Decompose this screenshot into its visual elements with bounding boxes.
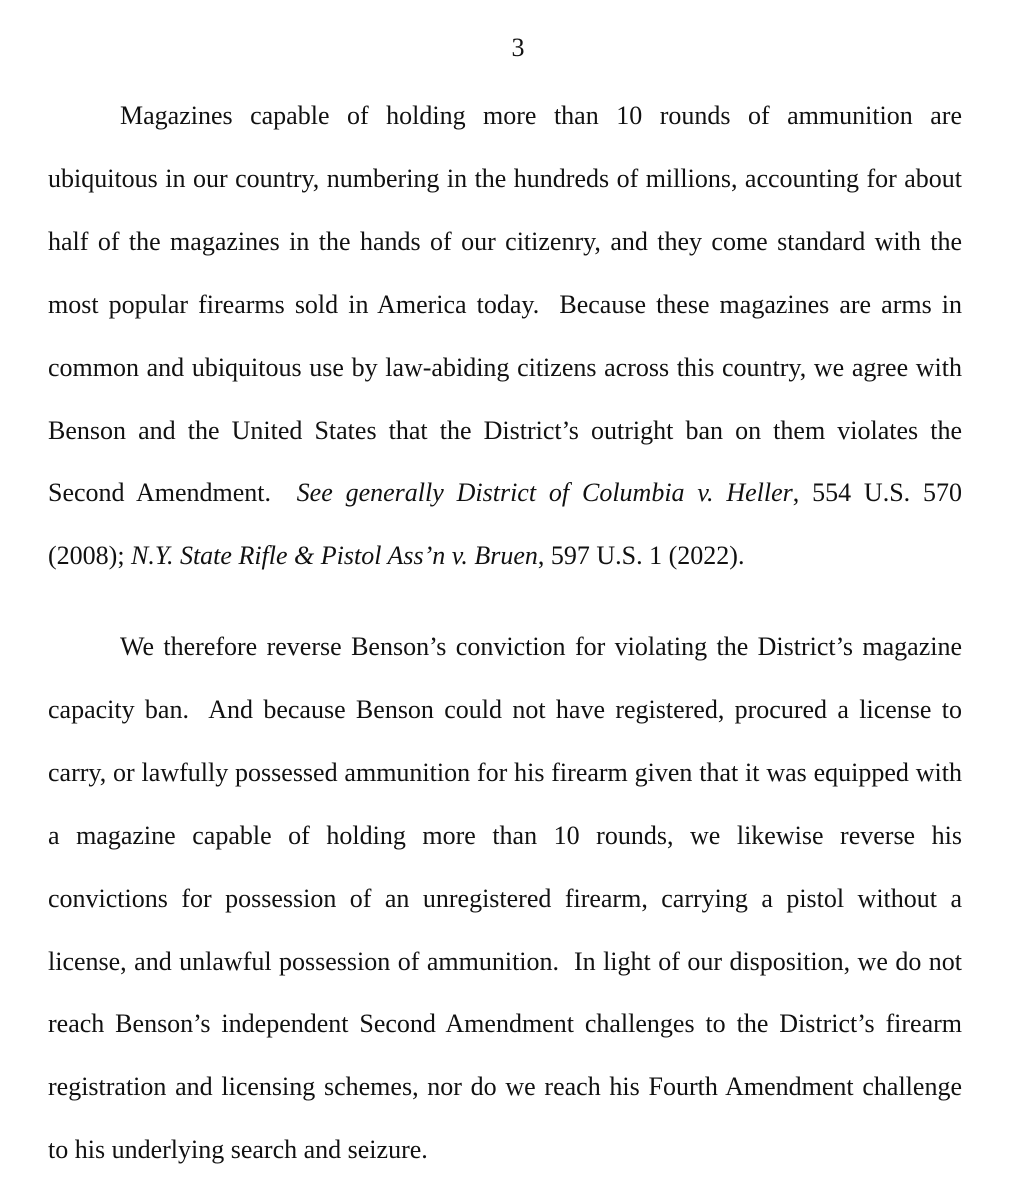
paragraph-disposition-sentence-3: In light of our disposition, we do not reach Benson’s independent Second Amendment challenges to the District’s firearm registration and licensing schemes, nor do we reach his Fourth Amendment challenge to his underlying search and seizure.: [48, 946, 963, 1165]
case-citation-bruen: , 597 U.S. 1 (2022).: [537, 541, 745, 571]
case-name-heller: District of Columbia v. Heller: [456, 478, 793, 508]
case-citation-heller: , 554 U.S. 570 (2008);: [48, 478, 963, 571]
page-number: 3: [511, 33, 525, 62]
paragraph-disposition: [48, 616, 962, 1182]
paragraph-holding-sentence-1: Magazines capable of holding more than 10 rounds of ammunition are ubiquitous in our country, numbering in the hundreds of millions, accounting for about half of the magazines in the hands of our citizenry, and they come standard with the most popular firearms sold in America today.: [48, 101, 962, 319]
case-name-bruen: N.Y. State Rifle & Pistol Ass’n v. Bruen: [131, 541, 538, 571]
paragraph-disposition-sentence-2: And because Benson could not have registered, procured a license to carry, or lawfully possessed ammunition for his firearm given that it was equipped with a magazine capable of holding more than 10 rounds, we likewise reverse his convictions for possession of an unregistered firearm, carrying a pistol without a license, and unlawful possession of ammunition.: [48, 694, 962, 976]
citation-signal: See generally: [296, 478, 444, 508]
paragraph-disposition-sentence-1: We therefore reverse Benson’s conviction for violating the District’s magazine capacity ban.: [48, 632, 962, 724]
paragraph-holding-sentence-2: Because these magazines are arms in common and ubiquitous use by law-abiding citizens across this country, we agree with Benson and the United States that the District’s outright ban on them violates the Second Amendment.: [48, 289, 962, 508]
paragraph-holding: [48, 85, 962, 588]
